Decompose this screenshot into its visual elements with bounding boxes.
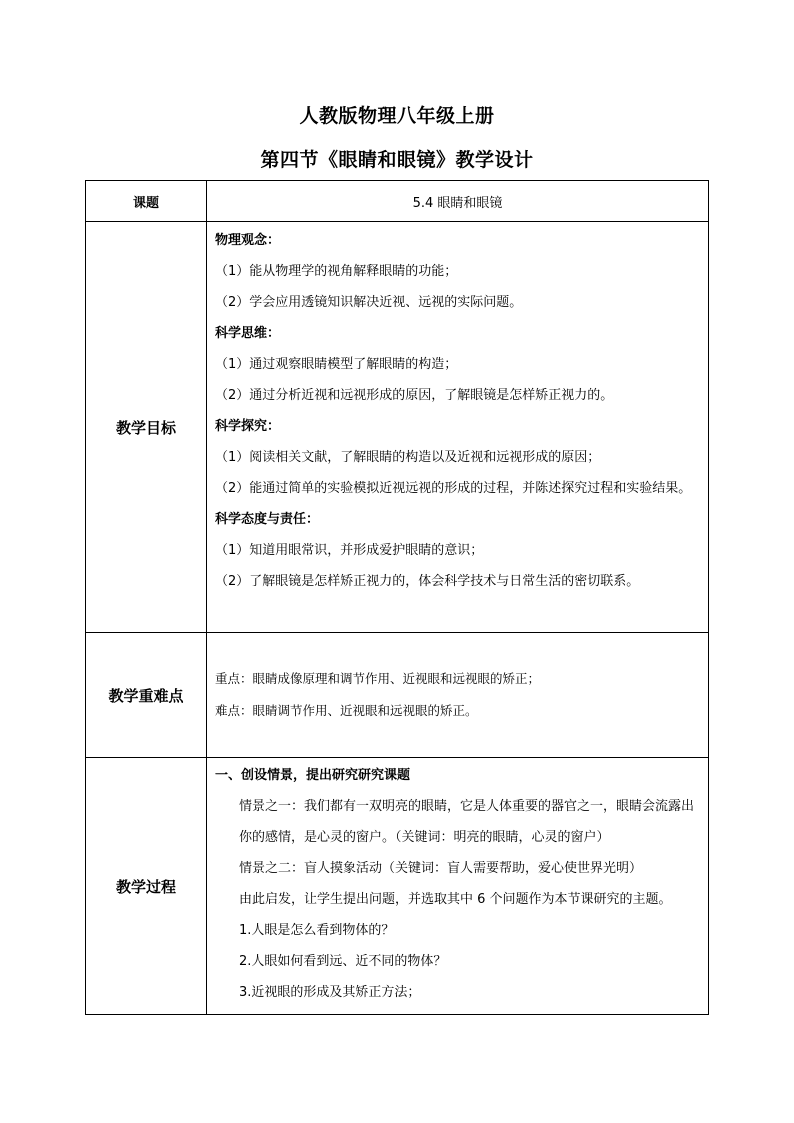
- goals-heading-physics: 物理观念：: [215, 233, 281, 248]
- goals-line: （2）学会应用透镜知识解决近视、远视的实际问题。: [215, 295, 523, 310]
- process-inspiration: 由此启发，让学生提出问题，并选取其中 6 个问题作为本节课研究的主题。: [239, 892, 672, 907]
- process-scene-2: 情景之二：盲人摸象活动（关键词：盲人需要帮助，爱心使世界光明）: [239, 861, 643, 876]
- goals-line: （1）阅读相关文献，了解眼睛的构造以及近视和远视形成的原因；: [215, 450, 601, 465]
- row-process: [86, 758, 709, 1015]
- goals-content: [207, 222, 709, 633]
- label-goals: 教学目标: [86, 222, 207, 633]
- document-subtitle: 第四节《眼睛和眼镜》教学设计: [260, 149, 534, 171]
- goals-line: （2）了解眼镜是怎样矫正视力的，体会科学技术与日常生活的密切联系。: [215, 574, 640, 589]
- row-goals: [86, 222, 709, 633]
- label-topic: 课题: [86, 181, 207, 222]
- label-keypoints: 教学重难点: [86, 633, 207, 758]
- goals-line: （1）知道用眼常识，并形成爱护眼睛的意识；: [215, 543, 484, 558]
- goals-heading-attitude: 科学态度与责任：: [215, 512, 320, 527]
- goals-line: （2）能通过简单的实验模拟近视远视的形成的过程，并陈述探究过程和实验结果。: [215, 481, 692, 496]
- value-topic: 5.4 眼睛和眼镜: [207, 181, 709, 222]
- process-scene-1: 情景之一：我们都有一双明亮的眼睛，它是人体重要的器官之一，眼睛会流露出你的感情，是心灵的窗户。（关键词：明亮的眼睛，心灵的窗户）: [239, 799, 695, 845]
- goals-heading-thinking: 科学思维：: [215, 326, 281, 341]
- goals-heading-inquiry: 科学探究：: [215, 419, 281, 434]
- goals-line: （2）通过分析近视和远视形成的原因，了解眼镜是怎样矫正视力的。: [215, 388, 614, 403]
- keypoints-content: [207, 633, 709, 758]
- process-question: 2.人眼如何看到远、近不同的物体？: [239, 954, 447, 969]
- process-question: 1.人眼是怎么看到物体的？: [239, 923, 395, 938]
- row-topic: [86, 181, 709, 222]
- goals-line: （1）通过观察眼睛模型了解眼睛的构造；: [215, 357, 458, 372]
- document-title: 人教版物理八年级上册: [299, 105, 495, 127]
- process-heading: 一、创设情景，提出研究研究课题: [215, 768, 411, 783]
- lesson-plan-table: [85, 180, 709, 1015]
- label-process: 教学过程: [86, 758, 207, 1015]
- goals-line: （1）能从物理学的视角解释眼睛的功能；: [215, 264, 458, 279]
- process-content: [207, 758, 709, 1015]
- key-point: 重点：眼睛成像原理和调节作用、近视眼和远视眼的矫正；: [215, 671, 541, 686]
- difficult-point: 难点：眼睛调节作用、近视眼和远视眼的矫正。: [215, 703, 478, 718]
- process-question: 3.近视眼的形成及其矫正方法；: [239, 985, 421, 1000]
- row-keypoints: [86, 633, 709, 758]
